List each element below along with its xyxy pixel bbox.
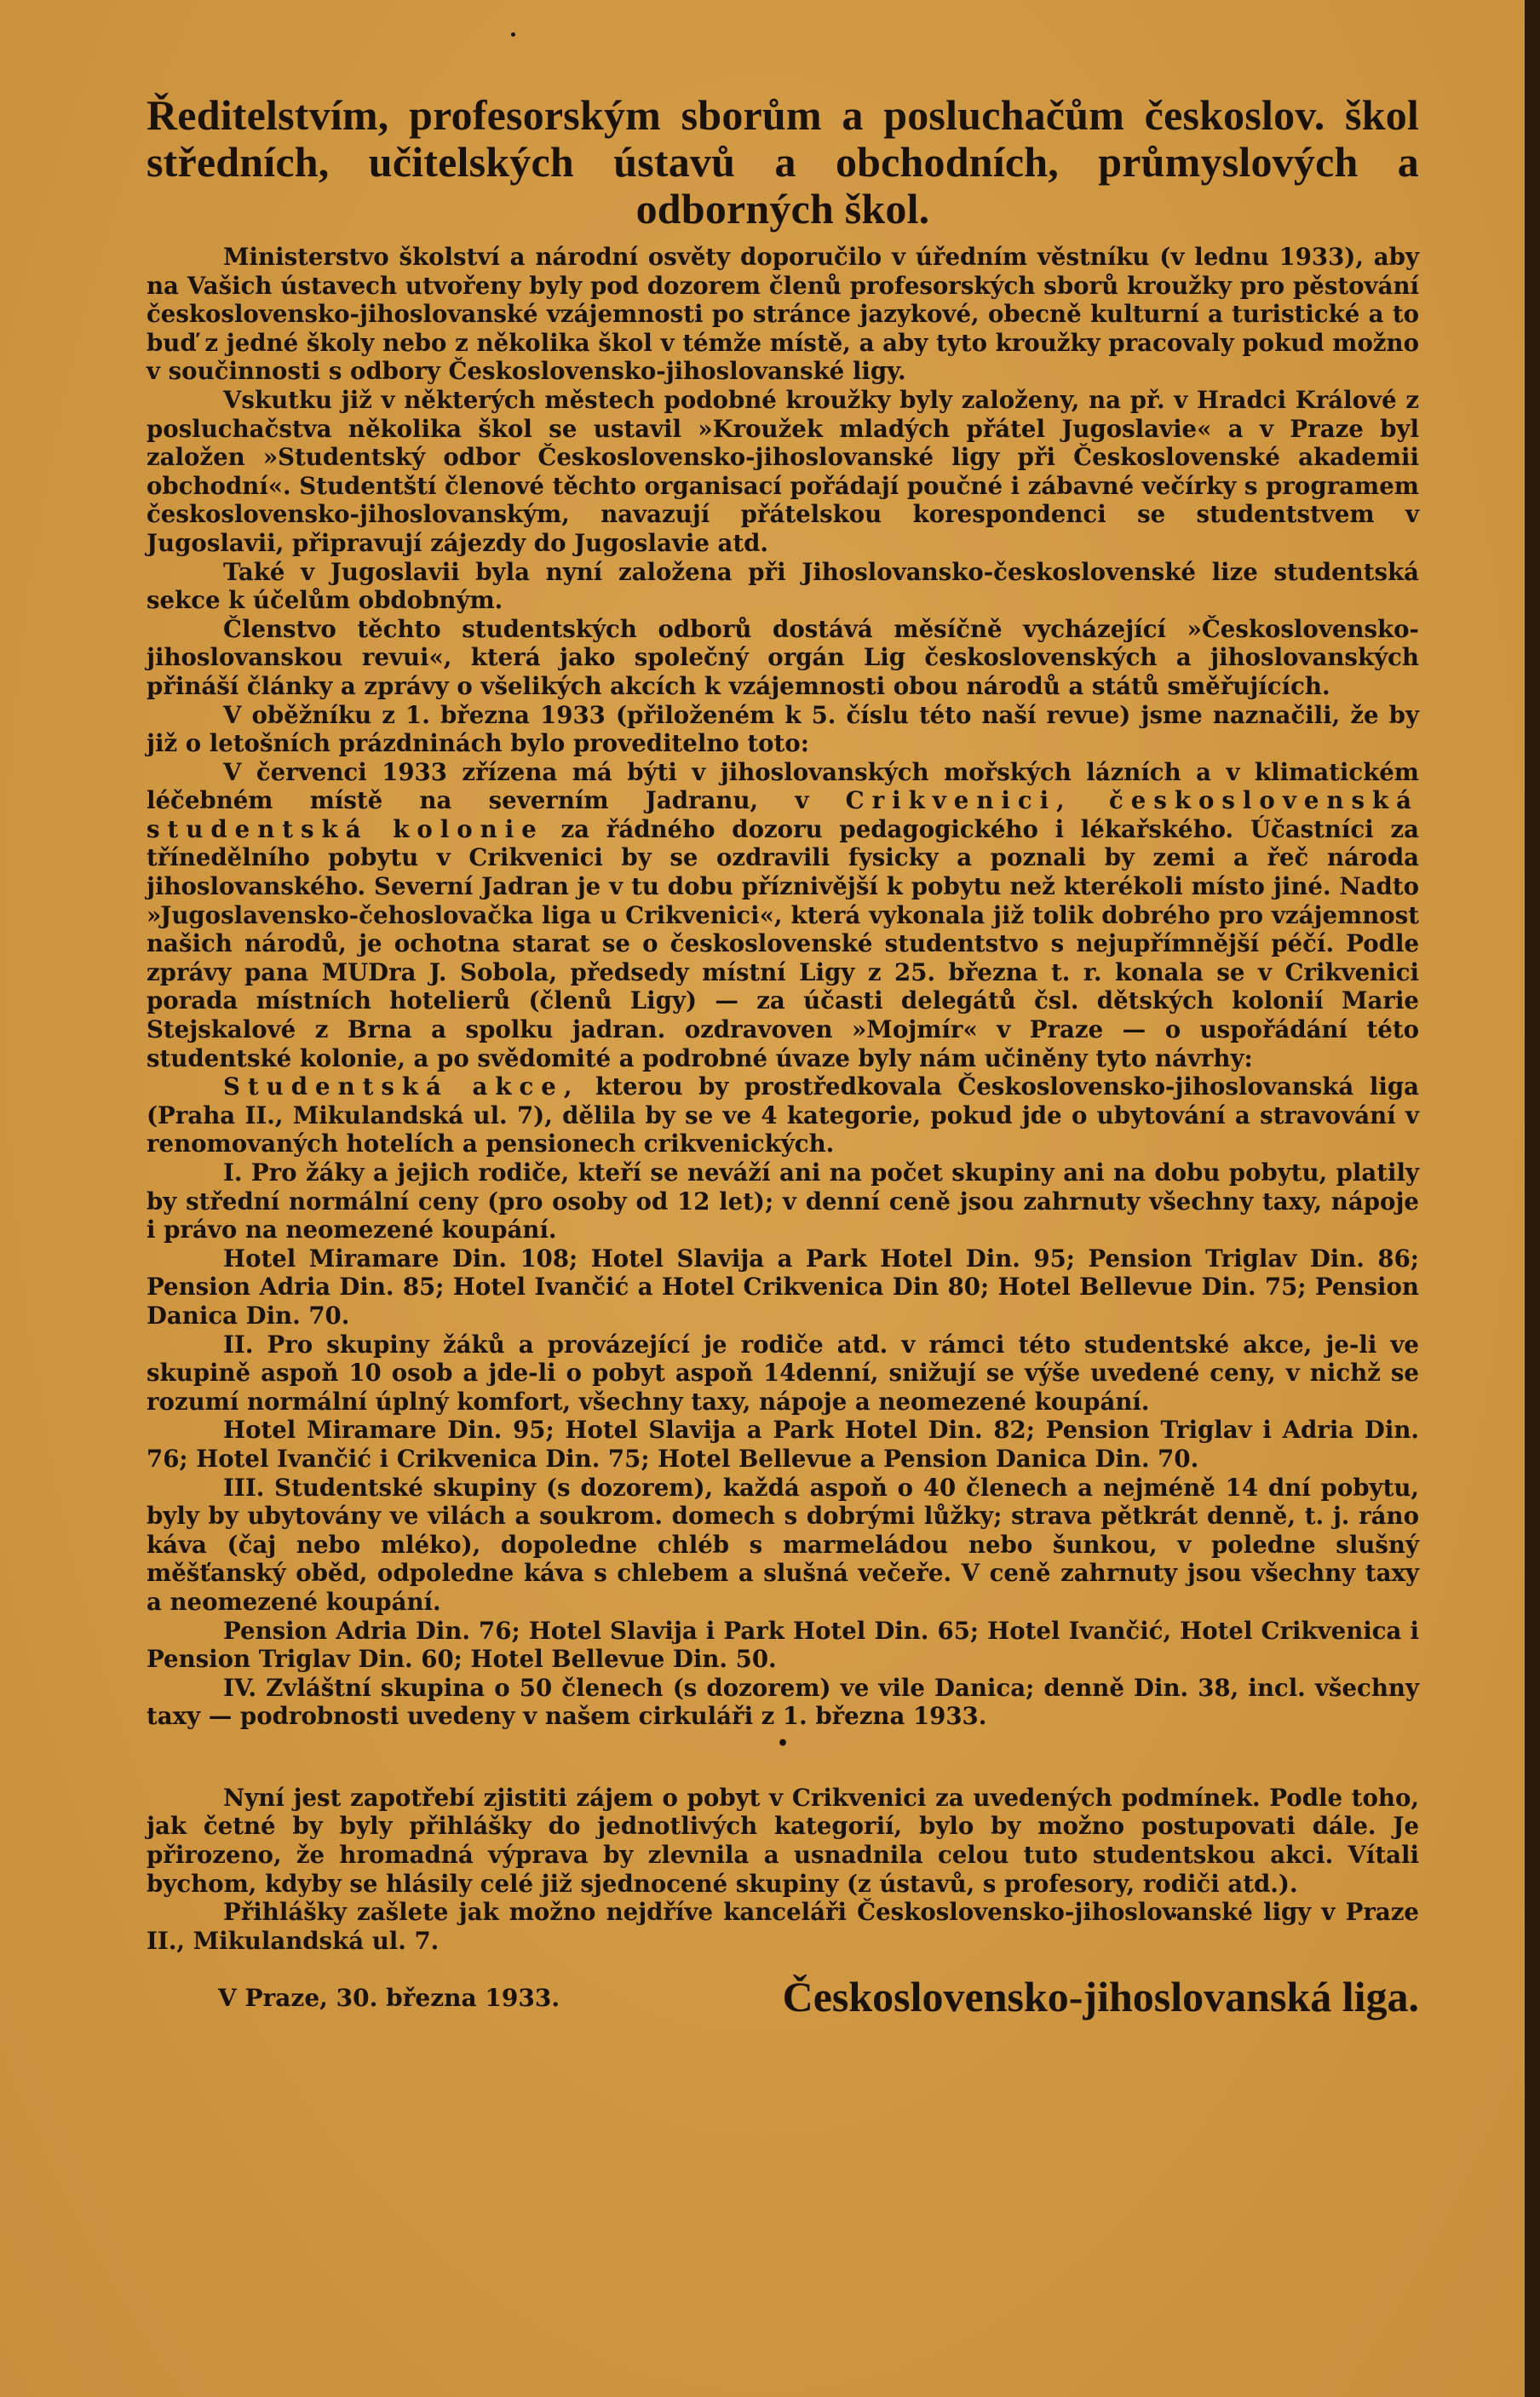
- paragraph: Ministerstvo školství a národní osvěty doporučilo v úředním věstníku (v lednu 1933), aby na Vašich ústavech utvořeny byly pod dozorem členů profesorských sborů kroužky pro pěstování československo-jihoslovanské vzájemnosti po stránce jazykové, obecně kulturní a turistické a to buď z jedné školy nebo z několika škol v témže místě, a aby tyto kroužky pracovaly pokud možno v součinnosti s odbory Československo-jihoslovanské ligy.: [147, 243, 1419, 386]
- colony-intro: V červenci 1933 zřízena má býti v jihoslovanských mořských lázních a v klimatickém léčebném místě na severním Jadranu, v: [147, 757, 1419, 815]
- paragraph: V oběžníku z 1. března 1933 (přiloženém k 5. číslu této naší revue) jsme naznačili, že by již o letošních prázdninách bylo proveditelno toto:: [147, 700, 1419, 758]
- ink-speck: [511, 32, 515, 37]
- price-list: Hotel Miramare Din. 108; Hotel Slavija a Park Hotel Din. 95; Pension Triglav Din. 86; Pension Adria Din. 85; Hotel Ivančić a Hotel Crikvenica Din 80; Hotel Bellevue Din. 75; Pension Danica Din. 70.: [147, 1244, 1419, 1330]
- document-body: [147, 243, 1419, 1955]
- scan-edge: [1525, 0, 1540, 2397]
- bullet-separator: •: [776, 1732, 790, 1755]
- category-paragraph: III. Studentské skupiny (s dozorem), každá aspoň o 40 členech a nejméně 14 dní pobytu, byly by ubytovány ve vilách a soukrom. domech s dobrými lůžky; strava pětkrát denně, t. j. ráno káva (čaj nebo mléko), dopoledne chléb s marmeládou nebo šunkou, v poledne slušný měšťanský oběd, odpoledne káva s chlebem a slušná večeře. V ceně zahrnuty jsou všechny taxy a neomezené koupání.: [147, 1473, 1419, 1616]
- action-spaced: Studentská akce,: [223, 1072, 580, 1101]
- colony-paragraph: [147, 758, 1419, 1073]
- category-paragraph: II. Pro skupiny žáků a provázející je rodiče atd. v rámci této studentské akce, je-li ve skupině aspoň 10 osob a jde-li o pobyt aspoň 14denní, snižují se výše uvedené ceny, v nichž se rozumí normální úplný komfort, všechny taxy, nápoje a neomezené koupání.: [147, 1330, 1419, 1416]
- action-paragraph: [147, 1072, 1419, 1158]
- signature: Československo-jihoslovanská liga.: [782, 1973, 1419, 2021]
- action-rest: kterou by prostředkovala Československo-jihoslovanská liga (Praha II., Mikulandská ul. 7), dělila by se ve 4 kategorie, pokud jde o ubytování a stravování v renomovaných hotelích a pensionech crikvenických.: [147, 1072, 1420, 1158]
- paragraph: Vskutku již v některých městech podobné kroužky byly založeny, na př. v Hradci Králové z posluchačstva několika škol se ustavil »Kroužek mladých přátel Jugoslavie« a v Praze byl založen »Studentský odbor Československo-jihoslovanské ligy při Československé akademii obchodní«. Studentští členové těchto organisací pořádají poučné i zábavné večírky s programem československo-jihoslovanským, navazují přátelskou korespondenci se studentstvem v Jugoslavii, připravují zájezdy do Jugoslavie atd.: [147, 385, 1419, 557]
- spacer: [147, 1760, 1419, 1784]
- paragraph: Členstvo těchto studentských odborů dostává měsíčně vycházející »Československo-jihoslovanskou revui«, která jako společný orgán Lig československých a jihoslovanských přináší články a zprávy o všelikých akcích k vzájemnosti obou národů a států směřujících.: [147, 614, 1419, 700]
- price-list: Hotel Miramare Din. 95; Hotel Slavija a Park Hotel Din. 82; Pension Triglav i Adria Din. 76; Hotel Ivančić i Crikvenica Din. 75; Hotel Bellevue a Pension Danica Din. 70.: [147, 1416, 1419, 1473]
- category-paragraph: I. Pro žáky a jejich rodiče, kteří se neváží ani na počet skupiny ani na dobu pobytu, platily by střední normální ceny (pro osoby od 12 let); v denní ceně jsou zahrnuty všechny taxy, nápoje i právo na neomezené koupání.: [147, 1158, 1419, 1244]
- category-paragraph: IV. Zvláštní skupina o 50 členech (s dozorem) ve vile Danica; denně Din. 38, incl. všechny taxy — podrobnosti uvedeny v našem cirkuláři z 1. března 1933.: [147, 1673, 1419, 1731]
- colony-rest: za řádného dozoru pedagogického i lékařského. Účastníci za třínedělního pobytu v Crikvenici by se ozdravili fysicky a poznali by zemi a řeč národa jihoslovanského. Severní Jadran je v tu dobu příznivější k pobytu než kterékoli místo jiné. Nadto »Jugoslavensko-čehoslovačka liga u Crikvenici«, která vykonala již tolik dobrého pro vzájemnost našich národů, je ochotna starat se o československé studentstvo s nejupřímnější péčí. Podle zprávy pana MUDra J. Sobola, předsedy místní Ligy z 25. března t. r. konala se v Crikvenici porada místních hotelierů (členů Ligy) — za účasti delegátů čsl. dětských kolonií Marie Stejskalové z Brna a spolku jadran. ozdravoven »Mojmír« v Praze — o uspořádání této studentské kolonie, a po svědomité a podrobné úvaze byly nám učiněny tyto návrhy:: [147, 814, 1420, 1072]
- document-content: [147, 92, 1419, 2032]
- document-title: Ředitelstvím, profesorským sborům a posluchačům českoslov. škol středních, učitelských ústavů a obchodních, průmyslových a odborných škol.: [147, 91, 1419, 233]
- price-list: Pension Adria Din. 76; Hotel Slavija i Park Hotel Din. 65; Hotel Ivančić, Hotel Crikvenica i Pension Triglav Din. 60; Hotel Bellevue Din. 50.: [147, 1616, 1419, 1674]
- colony-place: Crikvenici,: [845, 786, 1072, 815]
- place-date: V Praze, 30. března 1933.: [218, 1984, 560, 2013]
- document-footer: [147, 1972, 1419, 2032]
- colony-name: československá studentská kolonie: [147, 786, 1420, 843]
- closing-paragraph: Nyní jest zapotřebí zjistiti zájem o pobyt v Crikvenici za uvedených podmínek. Podle toho, jak četné by byly přihlášky do jednotlivých kategorií, bylo by možno postupovati dále. Je přirozeno, že hromadná výprava by zlevnila a usnadnila celou tuto studentskou akci. Vítali bychom, kdyby se hlásily celé již sjednocené skupiny (z ústavů, s profesory, rodiči atd.).: [147, 1783, 1419, 1898]
- closing-paragraph: Přihlášky zašlete jak možno nejdříve kanceláři Československo-jihoslovanské ligy v Praze II., Mikulandská ul. 7.: [147, 1898, 1419, 1955]
- paragraph: Také v Jugoslavii byla nyní založena při Jihoslovansko-československé lize studentská sekce k účelům obdobným.: [147, 557, 1419, 615]
